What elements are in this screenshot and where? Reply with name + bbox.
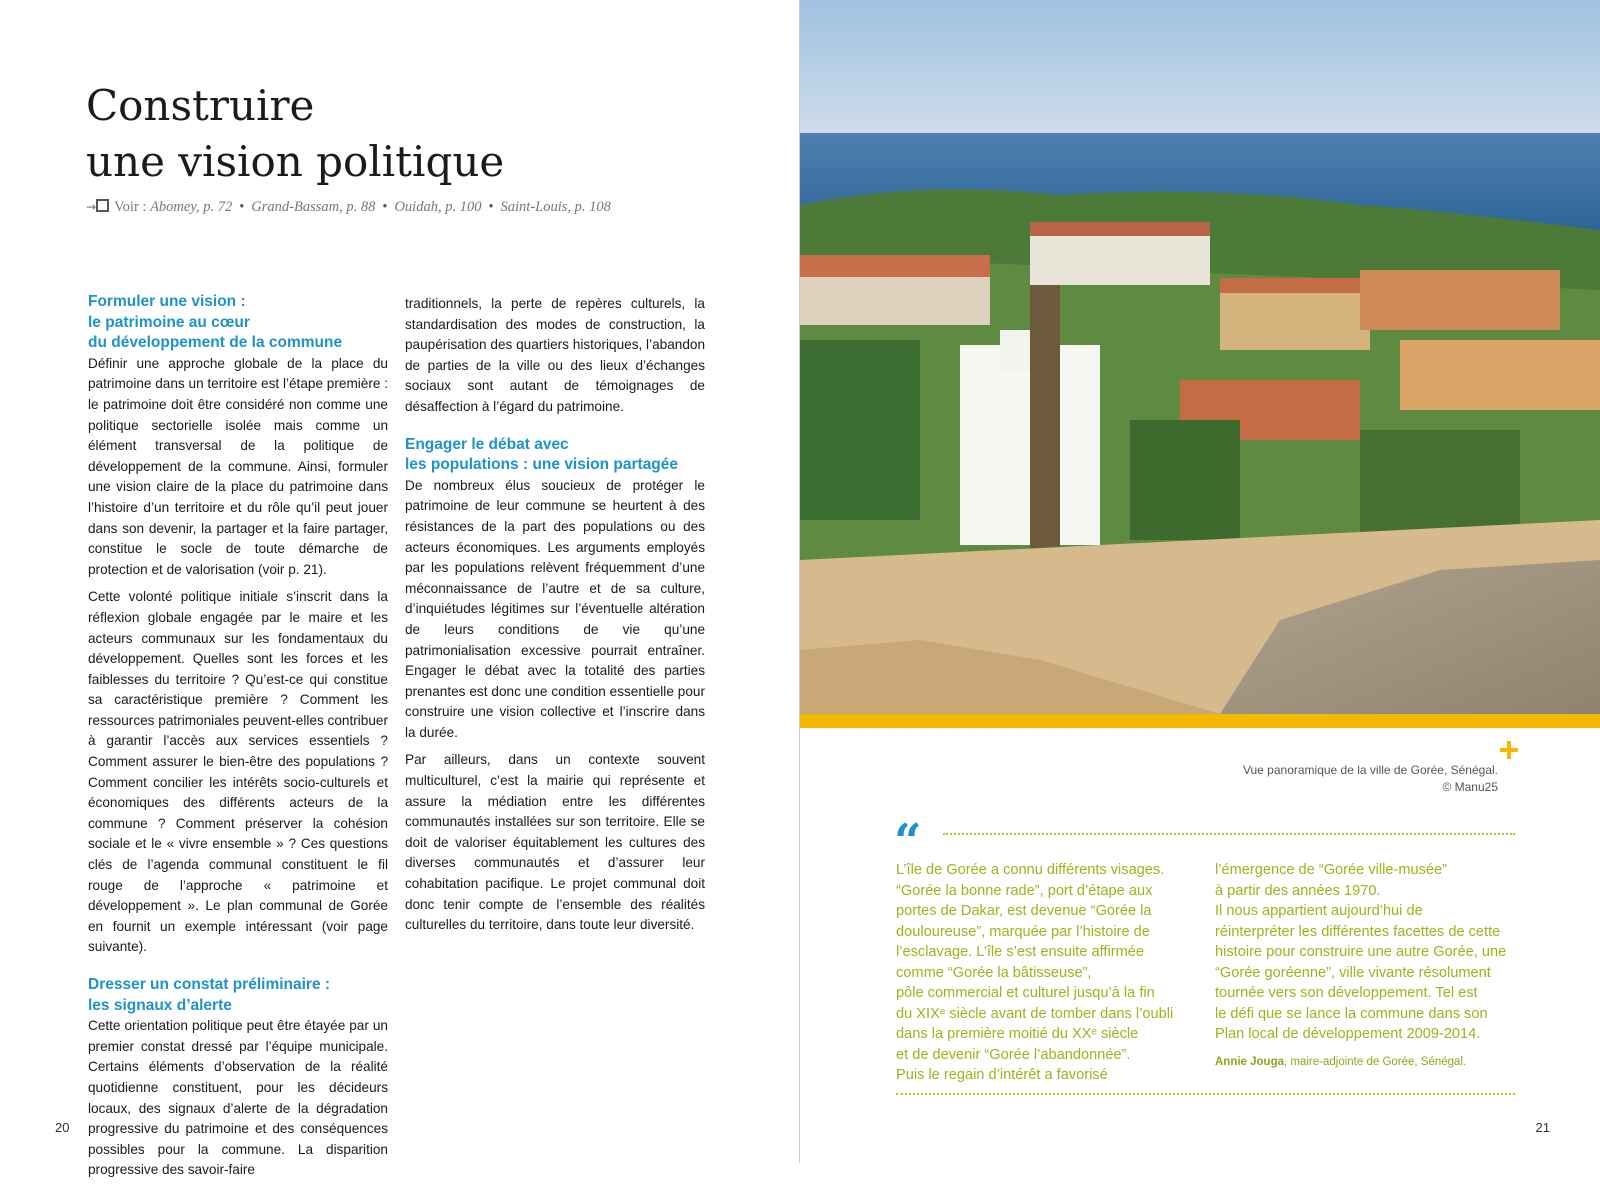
arrow-right-icon: → (86, 200, 97, 214)
heading-line: Formuler une vision : (88, 293, 246, 310)
photo-illustration (800, 0, 1600, 714)
right-page (800, 0, 1600, 1163)
paragraph: Cette orientation politique peut être étayée par un premier constat dressé par l’équipe municipale. Certains éléments d’observation de la réalité quotidienne constituent, pour les décideurs locaux, des signaux d’alerte de la dégradation progressive du patrimoine et des conséquences possibles pour la commune. La disparition progressive des savoir-faire (88, 1018, 388, 1178)
quote-line: à partir des années 1970. (1215, 882, 1381, 899)
title-line-2: une vision politique (86, 137, 505, 186)
quote-author (1215, 1052, 1515, 1073)
caption-credit: © Manu25 (1442, 780, 1498, 794)
see-also-ref[interactable]: Grand-Bassam, p. 88 (251, 199, 376, 215)
quote-mark-icon: “ (894, 814, 922, 870)
quote-column-1 (896, 860, 1196, 1086)
quote-column-2 (1215, 860, 1515, 1072)
text-column-2 (405, 294, 705, 943)
see-also-ref[interactable]: Abomey, p. 72 (150, 199, 233, 215)
heading-line: du développement de la commune (88, 334, 343, 352)
paragraph: De nombreux élus soucieux de protéger le patrimoine de leur commune se heurtent à des résistances de la part des populations ou des acteurs économiques. Les arguments employés par les populations relèvent fréquemment d’une méconnaissance de l’autre et de sa culture, d’inquiétudes légitimes sur l’éventuelle altération de leurs conditions de vie qu’une patrimonialisation excessive pourrait entraîner. Engager le débat avec la totalité des parties prenantes est donc une condition essentielle pour construire une vision collective et l’inscrire dans la durée. (405, 477, 705, 740)
paragraph: Définir une approche globale de la place du patrimoine dans un territoire est l’étape première : le patrimoine doit être considéré non comme une politique sectorielle isolée mais comme un élément transversal de la politique de développement de la commune. Ainsi, formuler une vision claire de la place du patrimoine dans l’histoire d’un territoire et du rôle qu’il peut jouer dans son devenir, la partager et la faire partager, constitue le socle de toute démarche de protection et de valorisation (voir p. 21). (88, 355, 388, 577)
paragraph: traditionnels, la perte de repères culturels, la standardisation des modes de construction, la paupérisation des quartiers historiques, l’abandon de parties de la ville ou des lieux d’échanges sociaux sont autant de témoignages de désaffection à l’égard du patrimoine. (405, 296, 706, 414)
quote-line: “Gorée goréenne”, ville vivante résolument (1215, 964, 1491, 981)
book-icon (96, 199, 109, 212)
photo-caption (1243, 762, 1498, 796)
quote-line: histoire pour construire une autre Gorée, une (1215, 944, 1507, 960)
dotted-rule-top (943, 833, 1515, 835)
quote-line: Puis le regain d’intérêt a favorisé (896, 1067, 1108, 1083)
quote-line: “Gorée la bonne rade”, port d’étape aux (896, 882, 1153, 899)
page-title (86, 78, 504, 190)
quote-line: L’île de Gorée a connu différents visages. (896, 862, 1165, 878)
quote-line: pôle commercial et culturel jusqu’à la fin (896, 985, 1155, 1001)
title-line-1: Construire (86, 81, 315, 130)
accent-bar (800, 714, 1600, 728)
section-heading (405, 435, 705, 476)
heading-line: les signaux d’alerte (88, 996, 232, 1014)
photo-goree-panorama (800, 0, 1600, 714)
quote-line: comme “Gorée la bâtisseuse”, (896, 964, 1092, 981)
see-also (86, 199, 611, 216)
quote-line: l’esclavage. L’île s’est ensuite affirmée (896, 944, 1144, 960)
text-column-1 (88, 292, 388, 1188)
quote-line: douloureuse”, marquée par l’histoire de (896, 923, 1150, 940)
heading-line: le patrimoine au cœur (88, 313, 250, 331)
quote-line: Il nous appartient aujourd’hui de (1215, 903, 1423, 919)
section-heading (88, 292, 388, 354)
author-name: Annie Jouga (1215, 1055, 1285, 1068)
left-page (0, 0, 800, 1178)
quote-line: et de devenir “Gorée l’abandonnée”. (896, 1046, 1131, 1063)
paragraph: Cette volonté politique initiale s’inscrit dans la réflexion globale engagée par le maire et les acteurs communaux sur les fondamentaux du développement. Quelles sont les forces et les faiblesses du territoire ? Qu’est-ce qui constitue sa caractéristique première ? Comment les ressources patrimoniales peuvent-elles contribuer à garantir l’accès aux services essentiels ? Comment assurer le bien-être des populations ? Comment concilier les intérêts socio-culturels et économiques des différents acteurs de la commune ? Comment préserver la cohésion sociale et le « vivre ensemble » ? Ces questions clés de l’agenda communal constituent le fil rouge de l’approche « patrimoine et développement ». Le plan communal de Gorée en fournit un exemple intéressant (voir page suivante). (88, 589, 388, 955)
paragraph: Par ailleurs, dans un contexte souvent multiculturel, c’est la mairie qui représente et assure la médiation entre les différentes communautés installées sur son territoire. Elle se doit de valoriser équitablement les cultures des diverses communautés et d’assurer leur cohabitation pacifique. Le projet communal doit donc tenir compte de l’ensemble des réalités culturelles du territoire, dans toute leur diversité. (405, 752, 705, 933)
quote-line: Plan local de développement 2009-2014. (1215, 1026, 1481, 1042)
quote-line: réinterpréter les différentes facettes de cette (1215, 923, 1501, 940)
bullet-separator: • (382, 199, 388, 215)
quote-line: du XIXᵉ siècle avant de tomber dans l’oubli (896, 1005, 1174, 1022)
heading-line: les populations : une vision partagée (405, 456, 679, 474)
page-number: 21 (1535, 1120, 1550, 1135)
bullet-separator: • (488, 199, 494, 215)
see-also-label: Voir : (114, 199, 147, 215)
heading-line: Engager le débat avec (405, 435, 569, 453)
section-heading (88, 975, 388, 1016)
see-also-ref[interactable]: Ouidah, p. 100 (394, 199, 482, 215)
quote-line: l’émergence de “Gorée ville-musée” (1215, 862, 1447, 878)
quote-line: dans la première moitié du XXᵉ siècle (896, 1026, 1139, 1042)
see-also-ref[interactable]: Saint-Louis, p. 108 (500, 199, 611, 215)
heading-line: Dresser un constat préliminaire : (88, 976, 331, 993)
bullet-separator: • (239, 199, 245, 215)
quote-line: tournée vers son développement. Tel est (1215, 985, 1478, 1001)
author-role: , maire-adjointe de Gorée, Sénégal. (1284, 1055, 1467, 1068)
dotted-rule-bottom (896, 1093, 1515, 1095)
plus-icon (1500, 741, 1518, 759)
page-number: 20 (55, 1120, 70, 1135)
caption-text: Vue panoramique de la ville de Gorée, Sénégal. (1242, 763, 1498, 777)
quote-line: le défi que se lance la commune dans son (1215, 1005, 1488, 1022)
quote-line: portes de Dakar, est devenue “Gorée la (896, 903, 1152, 919)
